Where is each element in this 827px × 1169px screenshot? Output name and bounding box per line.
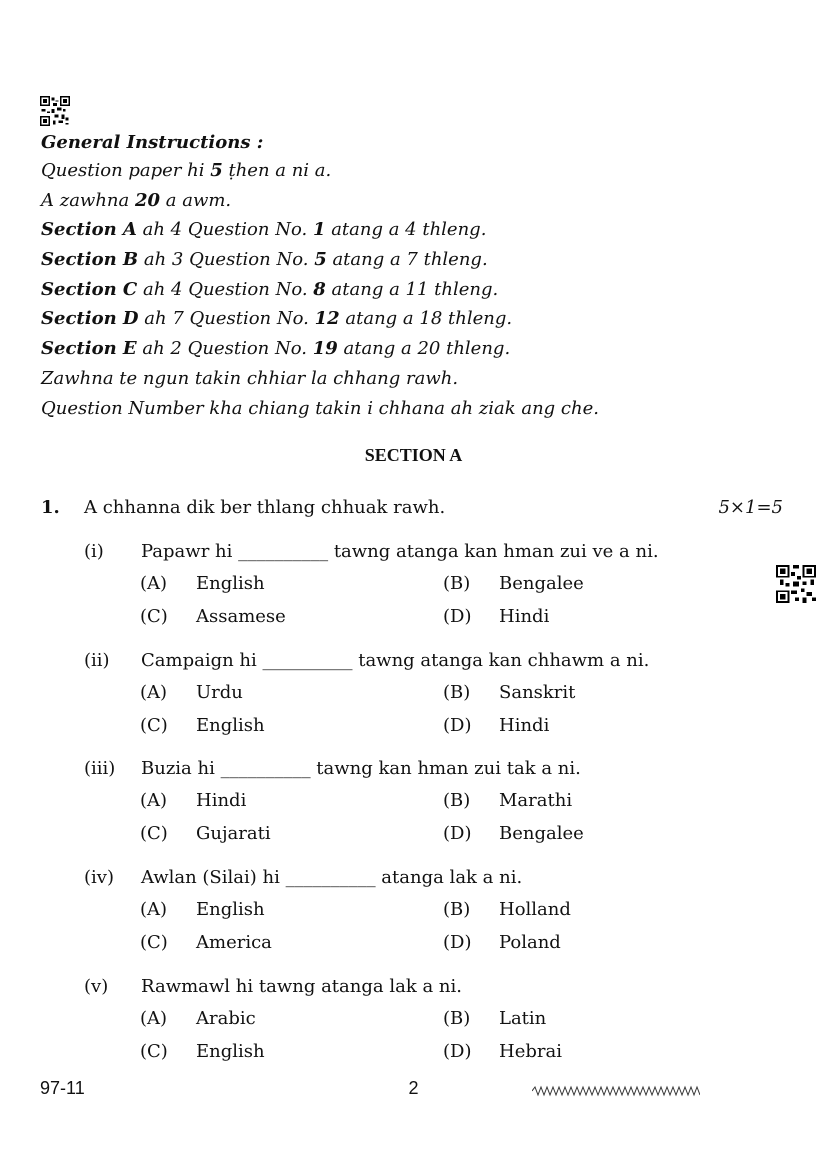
option-label: (C) bbox=[140, 1041, 168, 1062]
instruction-pre: Question paper hi bbox=[41, 160, 211, 181]
option-text: Hindi bbox=[196, 790, 247, 811]
qr-code-icon bbox=[40, 96, 70, 126]
instruction-b2: 19 bbox=[312, 338, 338, 360]
instruction-line bbox=[41, 245, 761, 275]
option-label: (D) bbox=[443, 823, 472, 844]
question-marks: 5×1=5 bbox=[718, 497, 783, 518]
sub-question-stem: Campaign hi __________ tawng atanga kan chhawm a ni. bbox=[141, 650, 650, 671]
question-number: 1. bbox=[41, 497, 60, 518]
instruction-b1: Section D bbox=[41, 308, 139, 330]
option-text: Holland bbox=[499, 899, 571, 920]
option-label: (C) bbox=[140, 932, 168, 953]
instruction-post: atang a 11 thleng. bbox=[325, 278, 499, 300]
instruction-mid: ṭhen a ni a. bbox=[222, 160, 332, 181]
instruction-line bbox=[41, 156, 761, 186]
instruction-lines bbox=[41, 156, 761, 423]
option-text: Assamese bbox=[196, 606, 286, 627]
option-text: Urdu bbox=[196, 682, 243, 703]
instruction-pre: Zawhna te ngun takin chhiar la chhang rawh. bbox=[41, 367, 459, 389]
sub-question-number: (iv) bbox=[84, 867, 114, 888]
instruction-mid: a awm. bbox=[160, 189, 232, 211]
option-label: (C) bbox=[140, 823, 168, 844]
option-label: (C) bbox=[140, 715, 168, 736]
option-text: English bbox=[196, 573, 265, 594]
instruction-b2: 1 bbox=[312, 219, 326, 241]
instruction-mid: ah 4 Question No. bbox=[136, 219, 313, 241]
instruction-line bbox=[41, 364, 761, 394]
option-label: (A) bbox=[140, 790, 168, 811]
option-text: Hebrai bbox=[499, 1041, 562, 1062]
option-label: (A) bbox=[140, 682, 168, 703]
option-text: Bengalee bbox=[499, 823, 584, 844]
instruction-mid: ah 2 Question No. bbox=[136, 338, 313, 360]
sub-question-number: (ii) bbox=[84, 650, 110, 671]
option-label: (D) bbox=[443, 932, 472, 953]
instruction-b2: 12 bbox=[314, 308, 340, 330]
sub-question-stem: Awlan (Silai) hi __________ atanga lak a ni. bbox=[141, 867, 523, 888]
instruction-mid: ah 7 Question No. bbox=[138, 308, 315, 330]
option-label: (B) bbox=[443, 682, 471, 703]
sub-question-stem: Buzia hi __________ tawng kan hman zui tak a ni. bbox=[141, 758, 581, 779]
option-text: America bbox=[196, 932, 272, 953]
question-text: A chhanna dik ber thlang chhuak rawh. bbox=[84, 497, 446, 518]
option-label: (B) bbox=[443, 790, 471, 811]
paper-code: 97-11 bbox=[40, 1078, 85, 1098]
instruction-b1: 20 bbox=[134, 189, 161, 211]
option-text: Marathi bbox=[499, 790, 573, 811]
instruction-pre: Question Number kha chiang takin i chhana ah ziak ang che. bbox=[41, 397, 599, 419]
instruction-b2: 8 bbox=[313, 278, 326, 300]
option-label: (D) bbox=[443, 1041, 472, 1062]
instruction-line bbox=[41, 215, 761, 245]
sub-question-number: (i) bbox=[84, 541, 104, 562]
instruction-line bbox=[41, 275, 761, 305]
option-text: Hindi bbox=[499, 606, 550, 627]
instruction-line bbox=[41, 394, 761, 424]
option-text: Sanskrit bbox=[499, 682, 576, 703]
option-text: English bbox=[196, 1041, 265, 1062]
option-text: Arabic bbox=[196, 1008, 256, 1029]
instruction-pre: A zawhna bbox=[41, 189, 135, 211]
option-text: Latin bbox=[499, 1008, 547, 1029]
instruction-post: atang a 7 thleng. bbox=[326, 249, 488, 271]
option-label: (A) bbox=[140, 573, 168, 594]
instruction-post: atang a 4 thleng. bbox=[325, 219, 487, 241]
instruction-line bbox=[41, 334, 761, 364]
option-label: (D) bbox=[443, 606, 472, 627]
instruction-post: atang a 20 thleng. bbox=[337, 338, 511, 360]
sub-question-number: (iii) bbox=[84, 758, 116, 779]
page-number: 2 bbox=[408, 1078, 419, 1098]
option-text: English bbox=[196, 899, 265, 920]
option-text: Bengalee bbox=[499, 573, 584, 594]
option-label: (D) bbox=[443, 715, 472, 736]
option-text: English bbox=[196, 715, 265, 736]
instruction-mid: ah 4 Question No. bbox=[137, 278, 314, 300]
instruction-b1: Section B bbox=[41, 249, 139, 271]
wavy-line-decoration bbox=[532, 1082, 700, 1094]
option-label: (C) bbox=[140, 606, 168, 627]
option-label: (B) bbox=[443, 1008, 471, 1029]
option-label: (A) bbox=[140, 899, 168, 920]
option-label: (B) bbox=[443, 573, 471, 594]
option-text: Poland bbox=[499, 932, 561, 953]
sub-question-stem: Rawmawl hi tawng atanga lak a ni. bbox=[141, 976, 462, 997]
qr-code-icon bbox=[776, 565, 816, 603]
sub-question-number: (v) bbox=[84, 976, 109, 997]
option-text: Hindi bbox=[499, 715, 550, 736]
instruction-mid: ah 3 Question No. bbox=[138, 249, 315, 271]
instruction-b1: Section C bbox=[41, 278, 138, 300]
instruction-post: atang a 18 thleng. bbox=[339, 308, 513, 330]
instruction-b1: Section A bbox=[41, 219, 137, 241]
instruction-line bbox=[41, 304, 761, 334]
instructions-heading: General Instructions : bbox=[41, 132, 264, 153]
instruction-b1: Section E bbox=[41, 338, 137, 360]
option-label: (A) bbox=[140, 1008, 168, 1029]
sub-question-stem: Papawr hi __________ tawng atanga kan hman zui ve a ni. bbox=[141, 541, 659, 562]
section-title: SECTION A bbox=[364, 445, 463, 465]
instruction-b1: 5 bbox=[210, 160, 223, 181]
general-instructions bbox=[41, 130, 761, 423]
option-label: (B) bbox=[443, 899, 471, 920]
instruction-line bbox=[41, 186, 761, 216]
option-text: Gujarati bbox=[196, 823, 271, 844]
instruction-b2: 5 bbox=[314, 249, 327, 271]
